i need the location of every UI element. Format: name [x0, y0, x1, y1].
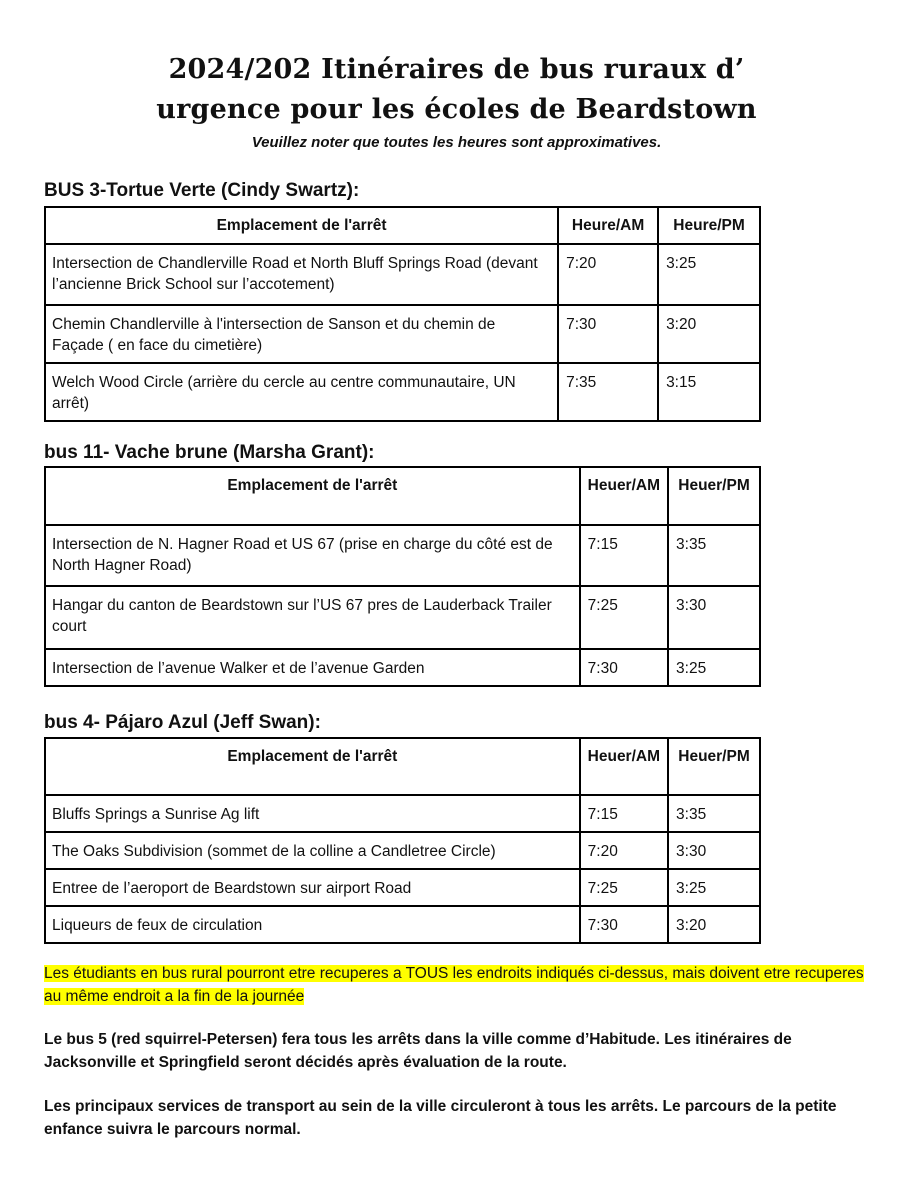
- stop-time-am: 7:15: [580, 795, 668, 832]
- stop-time-am: 7:15: [580, 525, 668, 586]
- stop-location: Chemin Chandlerville à l'intersection de Sanson et du chemin de Façade ( en face du cimetière): [45, 305, 558, 363]
- stop-location: Bluffs Springs a Sunrise Ag lift: [45, 795, 580, 832]
- table-row: [45, 832, 760, 869]
- bus-4-table: [44, 737, 761, 944]
- table-row: [45, 525, 760, 586]
- table-header-row: [45, 207, 760, 244]
- header-am: Heuer/AM: [580, 738, 668, 795]
- bus-3-heading: BUS 3-Tortue Verte (Cindy Swartz):: [44, 180, 360, 201]
- header-location: Emplacement de l'arrêt: [45, 207, 558, 244]
- highlighted-notice: [44, 962, 864, 1008]
- table-row: [45, 649, 760, 686]
- table-row: [45, 244, 760, 305]
- table-row: [45, 305, 760, 363]
- stop-time-am: 7:35: [558, 363, 658, 421]
- bus-11-table: [44, 466, 761, 687]
- stop-time-am: 7:25: [580, 869, 668, 906]
- table-row: [45, 363, 760, 421]
- highlighted-notice-text: Les étudiants en bus rural pourront etre recuperes a TOUS les endroits indiqués ci-dessus, mais doivent etre recuperes au même endroit a la fin de la journée: [44, 965, 864, 1005]
- page-title: [0, 50, 913, 130]
- header-pm: Heure/PM: [658, 207, 760, 244]
- stop-time-am: 7:30: [580, 649, 668, 686]
- page-title-line-2: urgence pour les écoles de Beardstown: [156, 94, 757, 125]
- table-row: [45, 795, 760, 832]
- stop-time-am: 7:20: [580, 832, 668, 869]
- stop-time-pm: 3:25: [658, 244, 760, 305]
- stop-time-am: 7:25: [580, 586, 668, 649]
- header-location: Emplacement de l'arrêt: [45, 738, 580, 795]
- stop-location: Liqueurs de feux de circulation: [45, 906, 580, 943]
- stop-time-pm: 3:30: [668, 586, 760, 649]
- stop-time-pm: 3:25: [668, 649, 760, 686]
- header-am: Heure/AM: [558, 207, 658, 244]
- stop-location: Intersection de Chandlerville Road et North Bluff Springs Road (devant l’ancienne Brick School sur l’accotement): [45, 244, 558, 305]
- stop-location: The Oaks Subdivision (sommet de la colline a Candletree Circle): [45, 832, 580, 869]
- stop-time-am: 7:30: [580, 906, 668, 943]
- bus-3-table: [44, 206, 761, 422]
- stop-location: Entree de l’aeroport de Beardstown sur airport Road: [45, 869, 580, 906]
- stop-location: Welch Wood Circle (arrière du cercle au centre communautaire, UN arrêt): [45, 363, 558, 421]
- table-header-row: [45, 467, 760, 525]
- page-title-line-1: 2024/202 Itinéraires de bus ruraux d’: [168, 54, 745, 85]
- stop-time-pm: 3:20: [658, 305, 760, 363]
- stop-time-am: 7:30: [558, 305, 658, 363]
- bus-4-heading: bus 4- Pájaro Azul (Jeff Swan):: [44, 712, 321, 733]
- stop-time-am: 7:20: [558, 244, 658, 305]
- table-row: [45, 586, 760, 649]
- header-am: Heuer/AM: [580, 467, 668, 525]
- table-row: [45, 869, 760, 906]
- stop-time-pm: 3:20: [668, 906, 760, 943]
- header-pm: Heuer/PM: [668, 467, 760, 525]
- page-subtitle: Veuillez noter que toutes les heures sont approximatives.: [251, 134, 662, 151]
- stop-location: Hangar du canton de Beardstown sur l’US 67 pres de Lauderback Trailer court: [45, 586, 580, 649]
- table-row: [45, 906, 760, 943]
- bus-11-heading: bus 11- Vache brune (Marsha Grant):: [44, 442, 375, 463]
- services-notice: Les principaux services de transport au sein de la ville circuleront à tous les arrêts. Le parcours de la petite enfance suivra le parcours normal.: [44, 1098, 837, 1138]
- bus-5-notice: Le bus 5 (red squirrel-Petersen) fera tous les arrêts dans la ville comme d’Habitude. Les itinéraires de Jacksonville et Springfield seront décidés après évaluation de la route.: [44, 1031, 792, 1071]
- stop-location: Intersection de l’avenue Walker et de l’avenue Garden: [45, 649, 580, 686]
- header-location: Emplacement de l'arrêt: [45, 467, 580, 525]
- stop-time-pm: 3:35: [668, 525, 760, 586]
- stop-location: Intersection de N. Hagner Road et US 67 (prise en charge du côté est de North Hagner Road): [45, 525, 580, 586]
- table-header-row: [45, 738, 760, 795]
- stop-time-pm: 3:15: [658, 363, 760, 421]
- stop-time-pm: 3:35: [668, 795, 760, 832]
- header-pm: Heuer/PM: [668, 738, 760, 795]
- stop-time-pm: 3:30: [668, 832, 760, 869]
- stop-time-pm: 3:25: [668, 869, 760, 906]
